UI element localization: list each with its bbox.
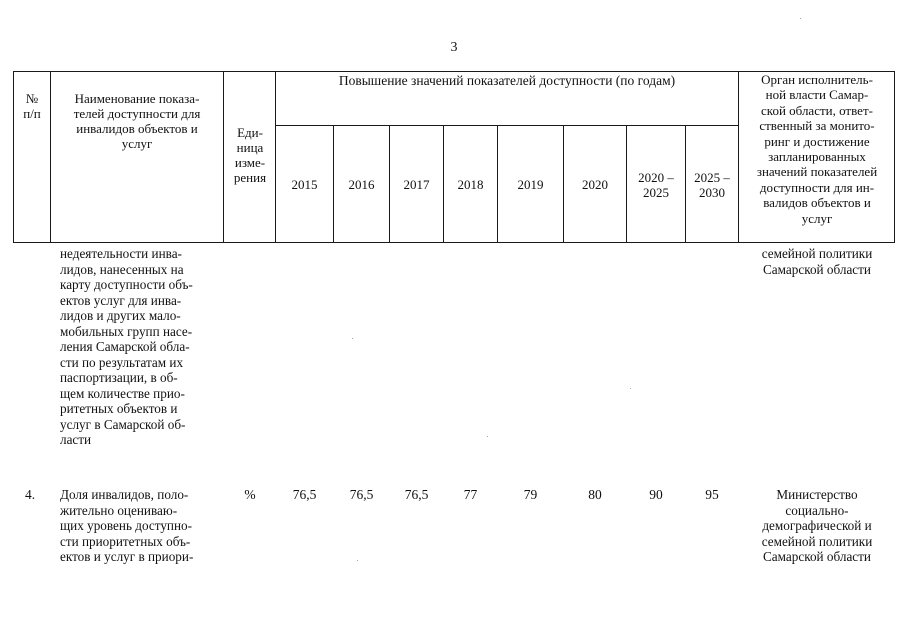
group-title: Повышение значений показателей доступности (по годам) <box>338 73 676 88</box>
row-value-2025-2030: 95 <box>705 487 719 502</box>
header-left-border <box>13 71 14 243</box>
year-header: 2018 <box>457 177 484 192</box>
year-header: 2016 <box>348 177 375 192</box>
year-header: 2017 <box>403 177 430 192</box>
page-number: 3 <box>450 40 458 55</box>
divider <box>738 71 739 243</box>
col-org-header: Орган исполнитель- ной власти Самар- ской области, ответ- ственный за монито- ринг и достижение запланированных значений показателей доступности для ин- валидов объектов и услуг <box>756 72 878 226</box>
divider <box>275 125 739 126</box>
row-value-2020-2025: 90 <box>649 487 663 502</box>
year-header: 2025 – 2030 <box>694 170 730 200</box>
row-value-2019: 79 <box>523 487 538 502</box>
col-name-header: Наименование показа- телей доступности для инвалидов объектов и услуг <box>73 91 201 151</box>
divider <box>223 71 224 243</box>
scan-speck <box>352 338 353 339</box>
row-name-continuation: недеятельности инва- лидов, нанесенных на карту доступности объ- ектов услуг для инва- лидов и других мало- мобильных групп насе- ления Самарской обла- сти по результатам их паспортизации, в об- щем количестве прио- ритетных объектов и услуг в Самарской об- ласти <box>60 246 193 447</box>
year-header: 2020 – 2025 <box>638 170 674 200</box>
scan-speck <box>357 560 358 561</box>
row-unit: % <box>244 487 256 502</box>
table-header <box>13 71 895 243</box>
divider <box>50 71 51 243</box>
row-value-2015: 76,5 <box>292 487 317 502</box>
row-org: Министерство социально- демографической и семейной политики Самарской области <box>761 487 873 564</box>
scan-speck <box>800 18 801 19</box>
year-header: 2015 <box>291 177 318 192</box>
row-org-continuation: семейной политики Самарской области <box>761 246 873 277</box>
header-bottom-border <box>13 242 895 243</box>
row-value-2016: 76,5 <box>349 487 374 502</box>
year-header: 2020 <box>582 177 608 192</box>
row-value-2020: 80 <box>588 487 602 502</box>
col-unit-header: Еди- ница изме- рения <box>233 125 267 185</box>
scan-speck <box>630 388 631 389</box>
divider <box>275 71 276 243</box>
year-header: 2019 <box>517 177 544 192</box>
row-value-2018: 77 <box>463 487 478 502</box>
scan-speck <box>487 436 488 437</box>
col-number-header: № п/п <box>23 91 41 121</box>
row-value-2017: 76,5 <box>404 487 429 502</box>
header-right-border <box>894 71 895 243</box>
row-number: 4. <box>24 487 36 502</box>
row-name: Доля инвалидов, поло- жительно оцениваю- щих уровень доступно- сти приоритетных объ- ектов и услуг в приори- <box>60 487 194 564</box>
